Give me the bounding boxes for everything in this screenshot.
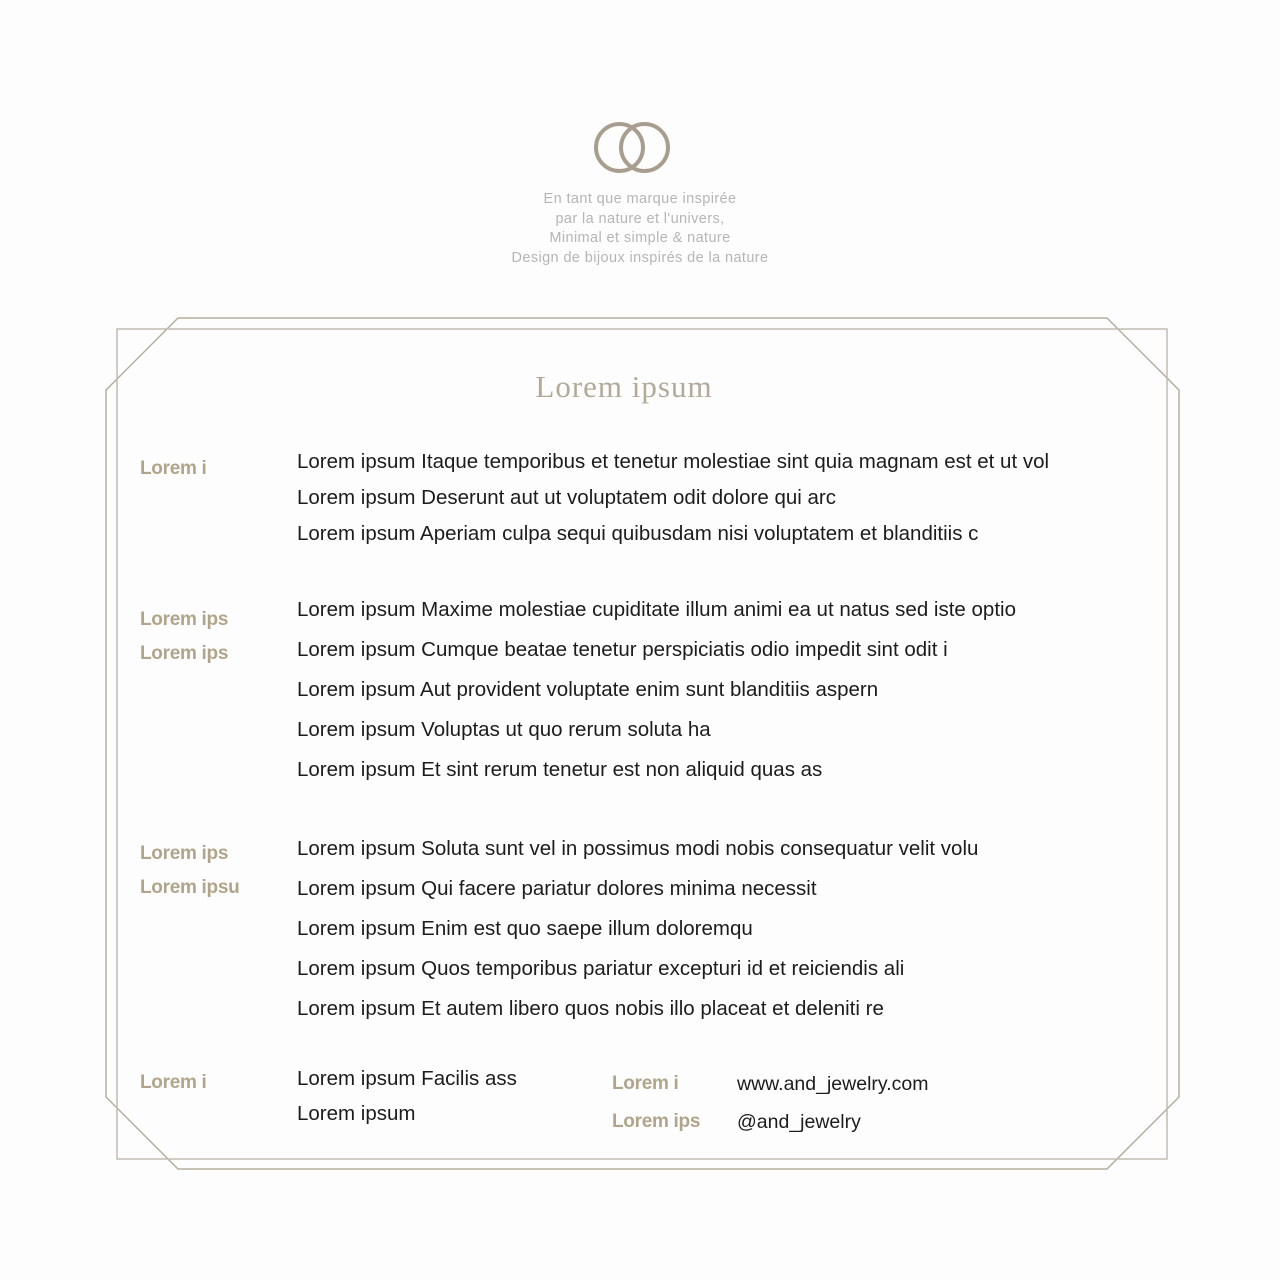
section-label: Lorem ips [140, 643, 229, 664]
section-3-lines [297, 829, 978, 1029]
tagline-line: Design de bijoux inspirés de la nature [511, 249, 769, 266]
section-line: Lorem ipsum Facilis ass [297, 1067, 517, 1090]
social-handle-link[interactable]: @and_jewelry [737, 1110, 861, 1133]
section-line: Lorem ipsum Voluptas ut quo rerum soluta ha [297, 718, 711, 741]
brand-logo [594, 122, 674, 173]
contact-label: Lorem ips [612, 1111, 701, 1132]
section-label: Lorem ips [140, 843, 229, 864]
section-line: Lorem ipsum Aperiam culpa sequi quibusdam nisi voluptatem et blanditiis c [297, 522, 979, 545]
contact-label: Lorem i [612, 1073, 679, 1094]
section-1-labels [140, 452, 207, 486]
section-line: Lorem ipsum Cumque beatae tenetur perspiciatis odio impedit sint odit i [297, 638, 948, 661]
section-label: Lorem ips [140, 609, 229, 630]
section-4-labels [140, 1066, 207, 1100]
section-2-labels [140, 603, 228, 671]
section-1-lines [297, 444, 1049, 552]
section-line: Lorem ipsum Itaque temporibus et tenetur molestiae sint quia magnam est et ut vol [297, 450, 1050, 473]
card-title: Lorem ipsum [535, 369, 713, 404]
section-line: Lorem ipsum Quos temporibus pariatur excepturi id et reiciendis ali [297, 957, 905, 980]
website-link[interactable]: www.and_jewelry.com [737, 1072, 929, 1095]
section-line: Lorem ipsum Et autem libero quos nobis illo placeat et deleniti re [297, 997, 884, 1020]
section-2-lines [297, 590, 1016, 790]
brand-tagline [0, 190, 1280, 268]
section-4-lines [297, 1061, 517, 1131]
contact-row-website [612, 1065, 928, 1103]
section-line: Lorem ipsum Aut provident voluptate enim sunt blanditiis aspern [297, 678, 879, 701]
section-line: Lorem ipsum Et sint rerum tenetur est non aliquid quas as [297, 758, 823, 781]
section-label: Lorem i [140, 458, 207, 479]
contact-block [612, 1065, 928, 1141]
section-line: Lorem ipsum Maxime molestiae cupiditate illum animi ea ut natus sed iste optio [297, 598, 1016, 621]
section-line: Lorem ipsum Enim est quo saepe illum doloremqu [297, 917, 753, 940]
tagline-line: En tant que marque inspirée [543, 191, 737, 207]
tagline-line: par la nature et l'univers, [555, 210, 725, 227]
section-3-labels [140, 837, 239, 905]
section-label: Lorem ipsu [140, 877, 240, 898]
section-line: Lorem ipsum Soluta sunt vel in possimus modi nobis consequatur velit volu [297, 837, 979, 860]
ring-right-icon [619, 122, 670, 173]
section-line: Lorem ipsum Qui facere pariatur dolores minima necessit [297, 877, 817, 900]
section-line: Lorem ipsum [297, 1102, 416, 1125]
contact-row-social [612, 1103, 928, 1141]
section-line: Lorem ipsum Deserunt aut ut voluptatem odit dolore qui arc [297, 486, 836, 509]
tagline-line: Minimal et simple & nature [549, 230, 731, 246]
section-label: Lorem i [140, 1072, 207, 1093]
